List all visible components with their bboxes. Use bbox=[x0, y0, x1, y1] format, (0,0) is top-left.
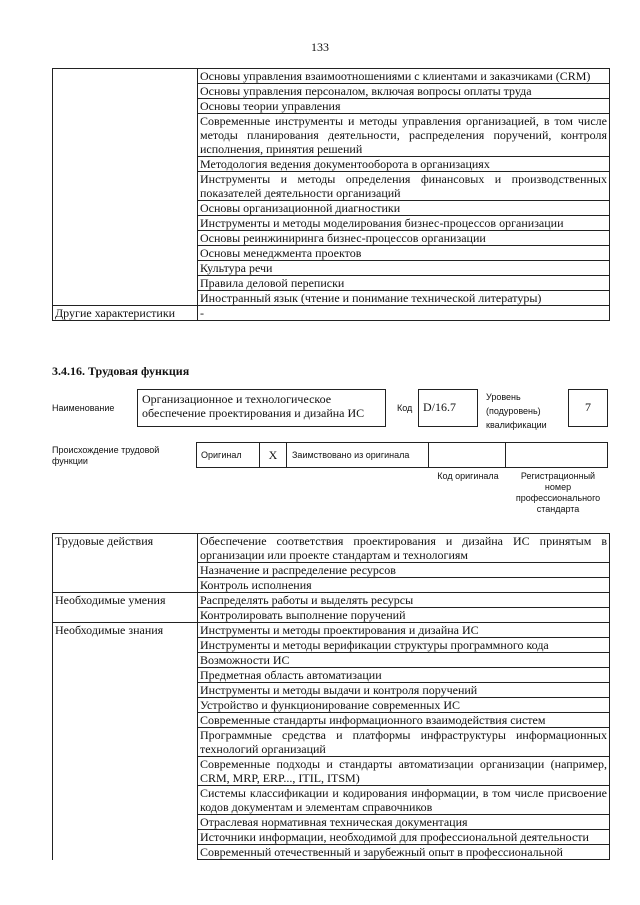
table-row: Предметная область автоматизации bbox=[198, 668, 610, 683]
table-row: Инструменты и методы моделирования бизнес-процессов организации bbox=[198, 216, 610, 231]
origin-mark: X bbox=[268, 448, 278, 462]
table-row: Источники информации, необходимой для профессиональной деятельности bbox=[198, 830, 610, 845]
table-row: Основы менеджмента проектов bbox=[198, 246, 610, 261]
table-row: Основы организационной диагностики bbox=[198, 201, 610, 216]
origin-label: Происхождение трудовой функции bbox=[52, 445, 160, 466]
table-row: Современные подходы и стандарты автоматизации организации (например, CRM, MRP, ERP..., ITIL, ITSM) bbox=[198, 757, 610, 786]
table-row: Методология ведения документооборота в организациях bbox=[198, 157, 610, 172]
code-box bbox=[418, 389, 478, 427]
origin-mark-cell bbox=[259, 442, 287, 468]
original-code-caption: Код оригинала bbox=[437, 471, 499, 481]
registration-number-cell bbox=[505, 442, 608, 468]
code-label: Код bbox=[397, 403, 413, 413]
table-row: Назначение и распределение ресурсов bbox=[198, 563, 610, 578]
table-row: Системы классификации и кодирования информации, в том числе присвоение кодов документам и элементам справочников bbox=[198, 786, 610, 815]
page-number: 133 bbox=[311, 40, 329, 54]
table-row: Устройство и функционирование современных ИС bbox=[198, 698, 610, 713]
function-details-table bbox=[52, 533, 610, 860]
code-value: D/16.7 bbox=[423, 400, 456, 414]
section-title: 3.4.16. Трудовая функция bbox=[52, 364, 190, 378]
registration-number-caption: Регистрационный номер профессионального стандарта bbox=[515, 471, 601, 514]
table-row: Иностранный язык (чтение и понимание технической литературы) bbox=[198, 291, 610, 306]
required-knowledge-label: Необходимые знания bbox=[53, 623, 198, 638]
table-row: Современный отечественный и зарубежный опыт в профессиональной bbox=[198, 845, 610, 860]
table-row: Современные инструменты и методы управления организацией, в том числе методы планирования деятельности, распределения поручений, контроля исполнения, принятия решений bbox=[198, 114, 610, 157]
knowledge-continuation-table bbox=[52, 68, 610, 321]
level-box bbox=[568, 389, 608, 427]
table-row: Инструменты и методы выдачи и контроля поручений bbox=[198, 683, 610, 698]
table-row: Инструменты и методы верификации структуры программного кода bbox=[198, 638, 610, 653]
table-row: Контролировать выполнение поручений bbox=[198, 608, 610, 623]
other-characteristics-label: Другие характеристики bbox=[53, 306, 198, 321]
table-row: Инструменты и методы определения финансовых и производственных показателей деятельности организаций bbox=[198, 172, 610, 201]
function-name: Организационное и технологическое обеспечение проектирования и дизайна ИС bbox=[142, 392, 365, 420]
table-row: Современные стандарты информационного взаимодействия систем bbox=[198, 713, 610, 728]
table-row: Возможности ИС bbox=[198, 653, 610, 668]
table-row: Распределять работы и выделять ресурсы bbox=[198, 593, 610, 608]
origin-original-cell bbox=[196, 442, 260, 468]
table-row: Программные средства и платформы инфраструктуры информационных технологий организаций bbox=[198, 728, 610, 757]
table-row: Обеспечение соответствия проектирования и дизайна ИС принятым в организации или проекте стандартам и технологиям bbox=[198, 534, 610, 563]
table-row: Отраслевая нормативная техническая документация bbox=[198, 815, 610, 830]
table-row: Основы управления персоналом, включая вопросы оплаты труда bbox=[198, 84, 610, 99]
table-row: Инструменты и методы проектирования и дизайна ИС bbox=[198, 623, 610, 638]
borrowed-label: Заимствовано из оригинала bbox=[292, 450, 410, 460]
table-row: Основы управления взаимоотношениями с клиентами и заказчиками (CRM) bbox=[198, 69, 610, 84]
table-row: Правила деловой переписки bbox=[198, 276, 610, 291]
borrowed-cell bbox=[286, 442, 429, 468]
original-label: Оригинал bbox=[201, 450, 242, 460]
original-code-cell bbox=[428, 442, 506, 468]
work-actions-label: Трудовые действия bbox=[53, 534, 198, 563]
table-row: Культура речи bbox=[198, 261, 610, 276]
level-label: Уровень (подуровень) квалификации bbox=[486, 392, 547, 430]
level-value: 7 bbox=[585, 400, 591, 414]
function-name-box bbox=[137, 389, 386, 427]
table-row: Контроль исполнения bbox=[198, 578, 610, 593]
required-skills-label: Необходимые умения bbox=[53, 593, 198, 608]
table-row: Основы реинжиниринга бизнес-процессов организации bbox=[198, 231, 610, 246]
table-row: Основы теории управления bbox=[198, 99, 610, 114]
name-label: Наименование bbox=[52, 403, 115, 413]
other-characteristics-value: - bbox=[198, 306, 610, 321]
table-label-cell bbox=[53, 69, 198, 84]
